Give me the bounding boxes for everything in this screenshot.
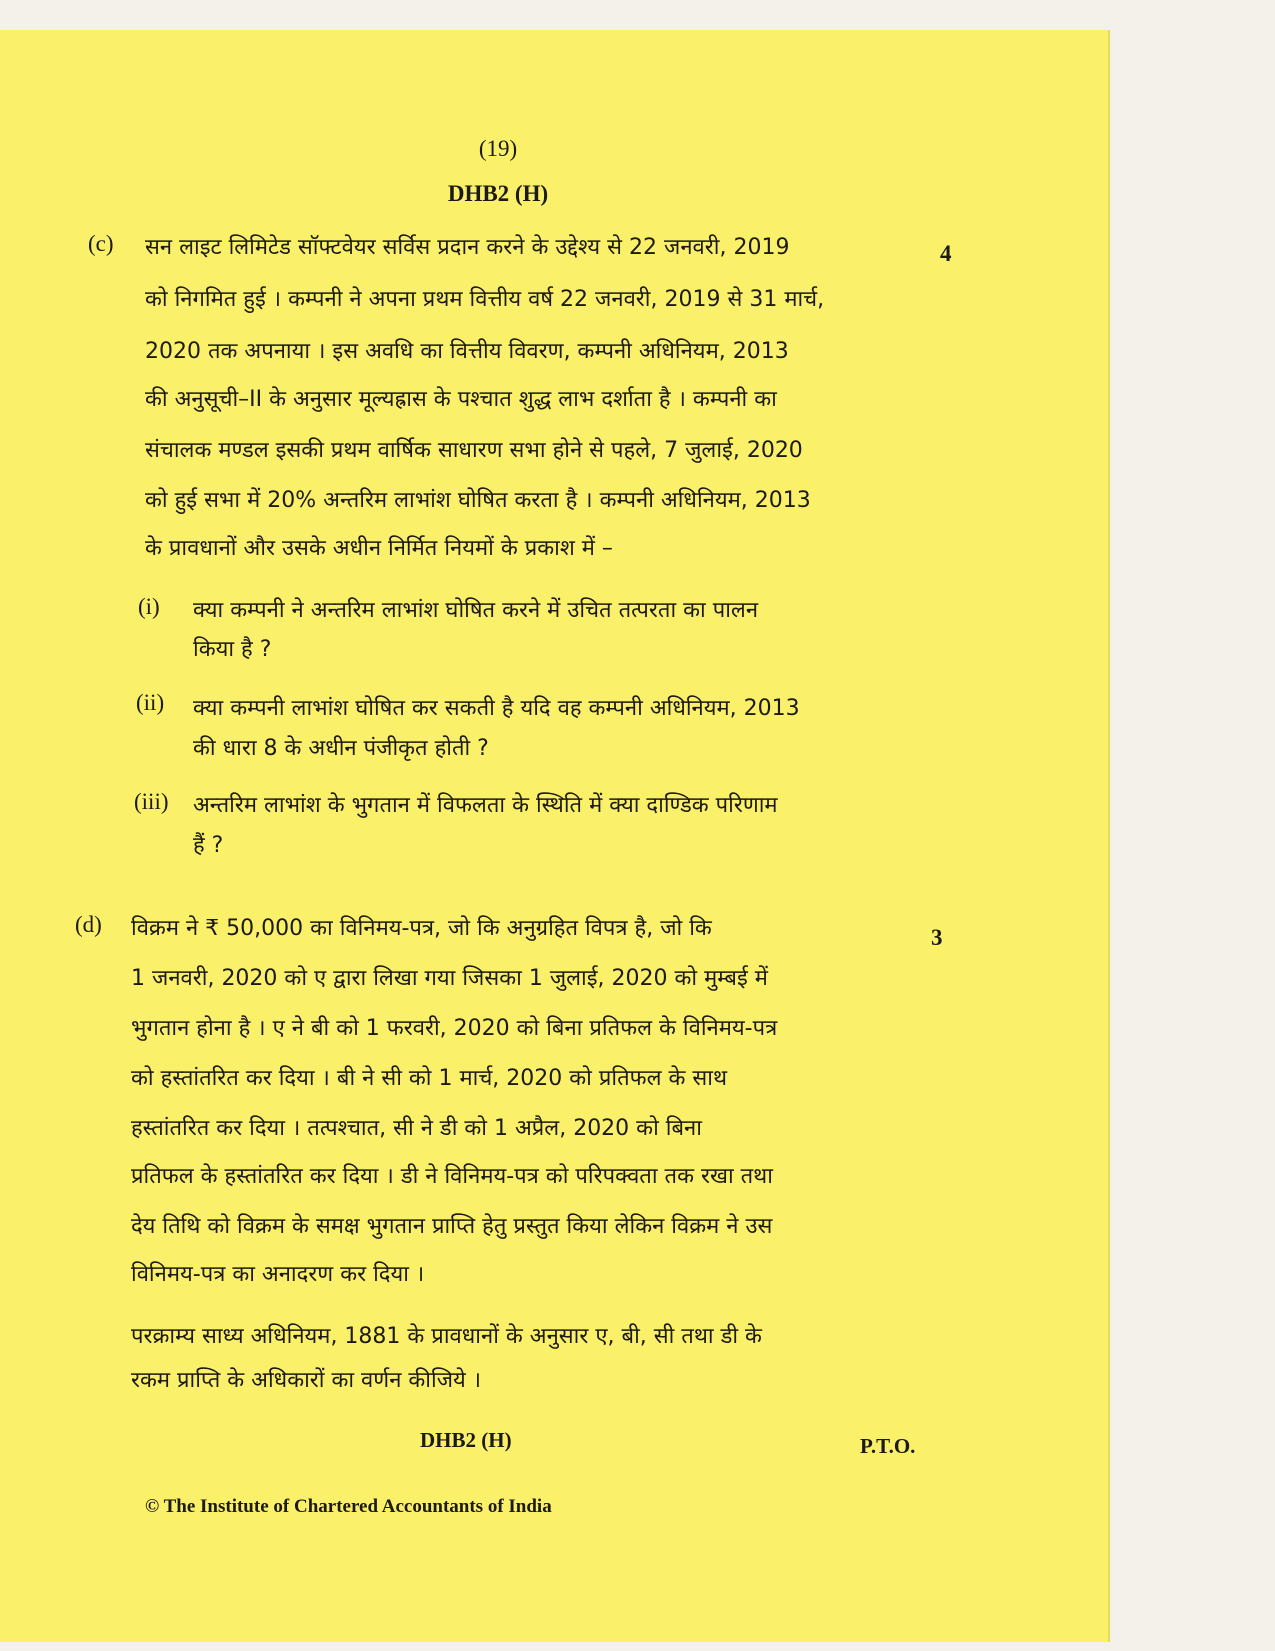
subquestion-iii-line: हैं ?: [193, 833, 224, 858]
paper-code-footer: DHB2 (H): [420, 1428, 512, 1452]
question-c-line: की अनुसूची–II के अनुसार मूल्यह्रास के पश्चात शुद्ध लाभ दर्शाता है । कम्पनी का: [145, 387, 777, 412]
question-d-line: हस्तांतरित कर दिया । तत्पश्चात, सी ने डी को 1 अप्रैल, 2020 को बिना: [131, 1116, 702, 1141]
question-d-line: प्रतिफल के हस्तांतरित कर दिया । डी ने विनिमय-पत्र को परिपक्वता तक रखा तथा: [131, 1164, 773, 1189]
question-c-line: संचालक मण्डल इसकी प्रथम वार्षिक साधारण सभा होने से पहले, 7 जुलाई, 2020: [145, 438, 803, 463]
question-d-line: विनिमय-पत्र का अनादरण कर दिया ।: [131, 1262, 425, 1287]
subquestion-iii-label: (iii): [134, 789, 169, 814]
question-c-line: को निगमित हुई । कम्पनी ने अपना प्रथम वित्तीय वर्ष 22 जनवरी, 2019 से 31 मार्च,: [145, 287, 825, 312]
question-d-label: (d): [75, 912, 102, 937]
subquestion-ii-label: (ii): [136, 690, 165, 715]
question-d-line: भुगतान होना है । ए ने बी को 1 फरवरी, 2020 को बिना प्रतिफल के विनिमय-पत्र: [131, 1016, 778, 1041]
subquestion-iii-line: अन्तरिम लाभांश के भुगतान में विफलता के स्थिति में क्या दाण्डिक परिणाम: [193, 793, 778, 818]
question-c-marks: 4: [940, 241, 952, 266]
question-c-line: 2020 तक अपनाया । इस अवधि का वित्तीय विवरण, कम्पनी अधिनियम, 2013: [145, 339, 789, 364]
question-d-line: 1 जनवरी, 2020 को ए द्वारा लिखा गया जिसका 1 जुलाई, 2020 को मुम्बई में: [131, 966, 768, 991]
question-d-instruction: परक्राम्य साध्य अधिनियम, 1881 के प्रावधानों के अनुसार ए, बी, सी तथा डी के: [131, 1324, 762, 1349]
question-d-line: को हस्तांतरित कर दिया । बी ने सी को 1 मार्च, 2020 को प्रतिफल के साथ: [131, 1066, 728, 1091]
question-d-instruction: रकम प्राप्ति के अधिकारों का वर्णन कीजिये ।: [131, 1368, 482, 1393]
subquestion-i-line: क्या कम्पनी ने अन्तरिम लाभांश घोषित करने में उचित तत्परता का पालन: [193, 598, 759, 623]
question-d-line: विक्रम ने ₹ 50,000 का विनिमय-पत्र, जो कि अनुग्रहित विपत्र है, जो कि: [131, 916, 712, 941]
pto-label: P.T.O.: [860, 1434, 916, 1458]
question-c-label: (c): [88, 231, 114, 256]
question-c-line: को हुई सभा में 20% अन्तरिम लाभांश घोषित करता है । कम्पनी अधिनियम, 2013: [145, 488, 811, 513]
question-d-marks: 3: [931, 925, 943, 950]
subquestion-ii-line: क्या कम्पनी लाभांश घोषित कर सकती है यदि वह कम्पनी अधिनियम, 2013: [193, 696, 800, 721]
exam-page: [0, 30, 1108, 1642]
question-d-line: देय तिथि को विक्रम के समक्ष भुगतान प्राप्ति हेतु प्रस्तुत किया लेकिन विक्रम ने उस: [131, 1214, 773, 1239]
paper-code-header: DHB2 (H): [447, 181, 549, 206]
copyright-notice: © The Institute of Chartered Accountants of India: [145, 1496, 552, 1517]
question-c-line: सन लाइट लिमिटेड सॉफ्टवेयर सर्विस प्रदान करने के उद्देश्य से 22 जनवरी, 2019: [145, 235, 790, 260]
subquestion-i-line: किया है ?: [193, 637, 272, 662]
page-number: (19): [478, 136, 518, 161]
subquestion-i-label: (i): [138, 594, 160, 619]
subquestion-ii-line: की धारा 8 के अधीन पंजीकृत होती ?: [193, 736, 489, 761]
question-c-line: के प्रावधानों और उसके अधीन निर्मित नियमों के प्रकाश में –: [145, 536, 613, 561]
